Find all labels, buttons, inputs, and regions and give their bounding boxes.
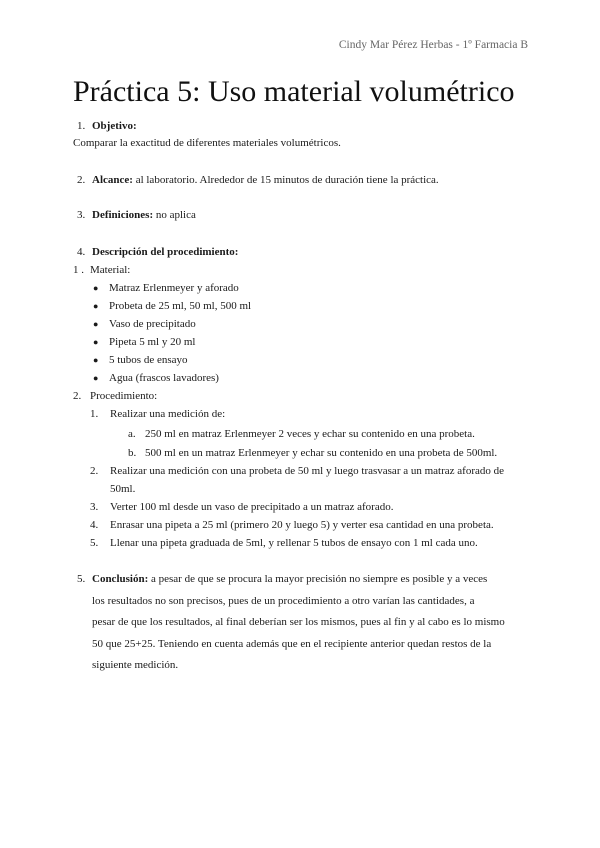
step-number: 5.	[90, 537, 99, 549]
step-row	[90, 534, 478, 552]
step-row	[90, 462, 505, 480]
conclusion-line	[77, 569, 532, 591]
material-number: 1 .	[73, 264, 84, 276]
list-item-text: Matraz Erlenmeyer y aforado	[109, 282, 239, 294]
step-number: 3.	[90, 501, 99, 513]
section-heading	[77, 171, 439, 189]
step-text: Llenar una pipeta graduada de 5ml, y rellenar 5 tubos de ensayo con 1 ml cada uno.	[110, 537, 478, 549]
step-row	[90, 516, 494, 534]
section-conclusion	[77, 569, 532, 677]
bullet-icon: ●	[93, 319, 99, 329]
section-text: no aplica	[153, 209, 196, 221]
step-text: Realizar una medición de:	[110, 408, 226, 420]
section-number: 1.	[77, 120, 86, 132]
substep-letter: a.	[128, 428, 136, 440]
conclusion-line: siguiente medición.	[92, 659, 179, 671]
objetivo-text: Comparar la exactitud de diferentes materiales volumétricos.	[73, 137, 341, 149]
substep-text: 250 ml en matraz Erlenmeyer 2 veces y echar su contenido en una probeta.	[145, 428, 475, 440]
conclusion-text: a pesar de que se procura la mayor precisión no siempre es posible y a veces	[148, 573, 488, 585]
section-title: Definiciones:	[92, 209, 154, 221]
bullet-icon: ●	[93, 355, 99, 365]
conclusion-line: pesar de que los resultados, al final deberían ser los mismos, pues al fin y al cabo es lo mismo	[92, 616, 505, 628]
step-number: 1.	[90, 408, 99, 420]
conclusion-line: los resultados no son precisos, pues de un procedimiento a otro varían las cantidades, a	[92, 594, 475, 607]
step-row	[90, 405, 226, 423]
bullet-icon: ●	[93, 301, 99, 311]
header-author-line: Cindy Mar Pérez Herbas - 1º Farmacia B	[338, 39, 528, 51]
section-heading	[77, 243, 239, 261]
bullet-icon: ●	[93, 373, 99, 383]
step-text: Enrasar una pipeta a 25 ml (primero 20 y luego 5) y verter esa cantidad en una probeta.	[110, 519, 494, 531]
section-title: Objetivo:	[92, 120, 137, 132]
substep-row	[128, 425, 475, 443]
substep-row	[128, 444, 498, 462]
list-item-text: Pipeta 5 ml y 20 ml	[109, 336, 196, 348]
section-number: 2.	[77, 174, 86, 186]
section-title: Alcance:	[92, 174, 133, 186]
bullet-icon: ●	[93, 283, 99, 293]
list-item-text: Probeta de 25 ml, 50 ml, 500 ml	[109, 300, 252, 312]
step-text: 50ml.	[110, 483, 136, 495]
substep-letter: b.	[128, 447, 137, 459]
bullet-icon: ●	[93, 337, 99, 347]
procedimiento-label: Procedimiento:	[90, 390, 158, 402]
section-number: 3.	[77, 209, 86, 221]
step-text: Verter 100 ml desde un vaso de precipitado a un matraz aforado.	[110, 501, 394, 513]
page-title: Práctica 5: Uso material volumétrico	[73, 75, 515, 108]
conclusion-line: 50 que 25+25. Teniendo en cuenta además que en el recipiente anterior quedan restos de la	[92, 637, 492, 650]
section-title: Descripción del procedimiento:	[92, 246, 239, 258]
step-number: 4.	[90, 519, 99, 531]
section-number: 5.	[77, 573, 86, 585]
section-text: al laboratorio. Alrededor de 15 minutos de duración tiene la práctica.	[132, 174, 439, 186]
step-row	[90, 498, 394, 516]
procedimiento-number: 2.	[73, 390, 82, 402]
material-label: Material:	[90, 264, 131, 276]
list-item-text: 5 tubos de ensayo	[109, 354, 188, 366]
list-item-text: Agua (frascos lavadores)	[109, 372, 219, 384]
list-item-text: Vaso de precipitado	[109, 318, 196, 330]
section-title: Conclusión:	[92, 573, 149, 585]
substep-text: 500 ml en un matraz Erlenmeyer y echar su contenido en una probeta de 500ml.	[145, 447, 498, 459]
section-heading	[77, 117, 137, 135]
section-heading	[77, 206, 196, 224]
section-number: 4.	[77, 246, 86, 258]
step-number: 2.	[90, 465, 99, 477]
step-text: Realizar una medición con una probeta de 50 ml y luego trasvasar a un matraz aforado de	[110, 465, 505, 477]
